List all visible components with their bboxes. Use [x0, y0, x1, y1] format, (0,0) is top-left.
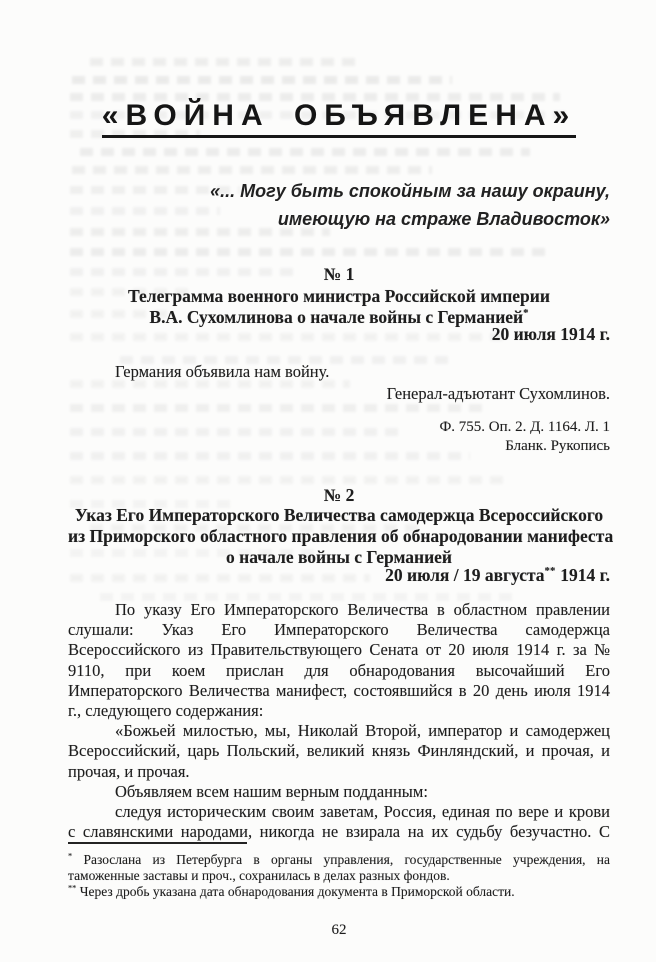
- footnote-text: Разослана из Петербурга в органы управления, государственные учреждения, на: [83, 852, 611, 867]
- body-line: Императорского Величества манифест, состоявшийся в 20 день июля 1914: [68, 680, 610, 700]
- doc2-heading-line: Указ Его Императорского Величества самодержца Всероссийского: [74, 505, 604, 525]
- body-line: слушали: Указ Его Императорского Величества самодержца: [68, 620, 610, 640]
- footnote-marker: *: [68, 851, 73, 861]
- footnote-line: [68, 852, 610, 868]
- doc2-heading: [68, 505, 614, 567]
- epigraph: [68, 177, 610, 233]
- doc2-number: № 2: [323, 485, 355, 505]
- doc2-body: [68, 600, 610, 842]
- footnote-line: [68, 884, 610, 900]
- body-line: г., следующего содержания:: [68, 701, 264, 721]
- footnote-separator: [68, 842, 610, 844]
- body-line: По указу Его Императорского Величества в областном правлении: [115, 600, 610, 619]
- doc1-heading: [68, 286, 610, 328]
- doc2-heading-line: о начале войны с Германией: [225, 546, 453, 567]
- doc1-date: 20 июля 1914 г.: [491, 324, 610, 344]
- body-line: Всероссийский, царь Польский, великий князь Финляндский, и прочая, и: [68, 741, 610, 761]
- body-line: Всероссийского из Правительствующего Сената от 20 июля 1914 г. за №: [68, 640, 610, 660]
- body-line: прочая, и прочая.: [68, 761, 190, 781]
- doc1-body: Германия объявила нам войну.: [115, 362, 330, 381]
- doc1-signature: Генерал-адъютант Сухомлинов.: [386, 384, 610, 403]
- epigraph-line: имеющую на страже Владивосток»: [277, 209, 610, 229]
- epigraph-line: «... Могу быть спокойным за нашу окраину,: [210, 181, 610, 201]
- body-line: «Божьей милостью, мы, Николай Второй, император и самодержец: [115, 721, 610, 741]
- doc2-heading-line: из Приморского областного правления об обнародовании манифеста: [68, 525, 614, 546]
- archive-ref-line: Ф. 755. Оп. 2. Д. 1164. Л. 1: [439, 419, 610, 435]
- doc2-date: [68, 565, 610, 585]
- text-column: [68, 0, 614, 962]
- doc1-number: № 1: [323, 264, 355, 284]
- page-title: «ВОЙНА ОБЪЯВЛЕНА»: [102, 101, 576, 138]
- doc1-heading-line: Телеграмма военного министра Российской империи: [128, 286, 550, 306]
- footnote-text: Через дробь указана дата обнародования документа в Приморской области.: [79, 884, 515, 900]
- doc2-date-year: 1914 г.: [560, 565, 610, 585]
- title-block: [68, 101, 610, 138]
- footnote-marker: *: [523, 306, 529, 319]
- body-line: 9110, при коем прислан для обнародования высочайший Его: [68, 660, 610, 680]
- body-line: с славянскими народами, никогда не взирала на их судьбу безучастно. С: [68, 822, 610, 842]
- footnote-marker: **: [544, 565, 556, 578]
- footnote-line: таможенные заставы и проч., сохранилась в делах разных фондов.: [68, 868, 450, 884]
- doc1-archive-reference: [68, 418, 610, 455]
- page-number: 62: [331, 922, 347, 938]
- body-line: следуя историческим своим заветам, Россия, единая по вере и крови: [115, 802, 610, 822]
- footnote-marker: **: [68, 883, 77, 893]
- footnotes: [68, 852, 610, 901]
- archive-ref-line: Бланк. Рукопись: [505, 437, 610, 454]
- doc1-heading-text: В.А. Сухомлинова о начале войны с Германией: [149, 306, 524, 327]
- doc2-date-text: 20 июля / 19 августа: [385, 565, 545, 585]
- body-line: Объявляем всем нашим верным подданным:: [115, 781, 428, 801]
